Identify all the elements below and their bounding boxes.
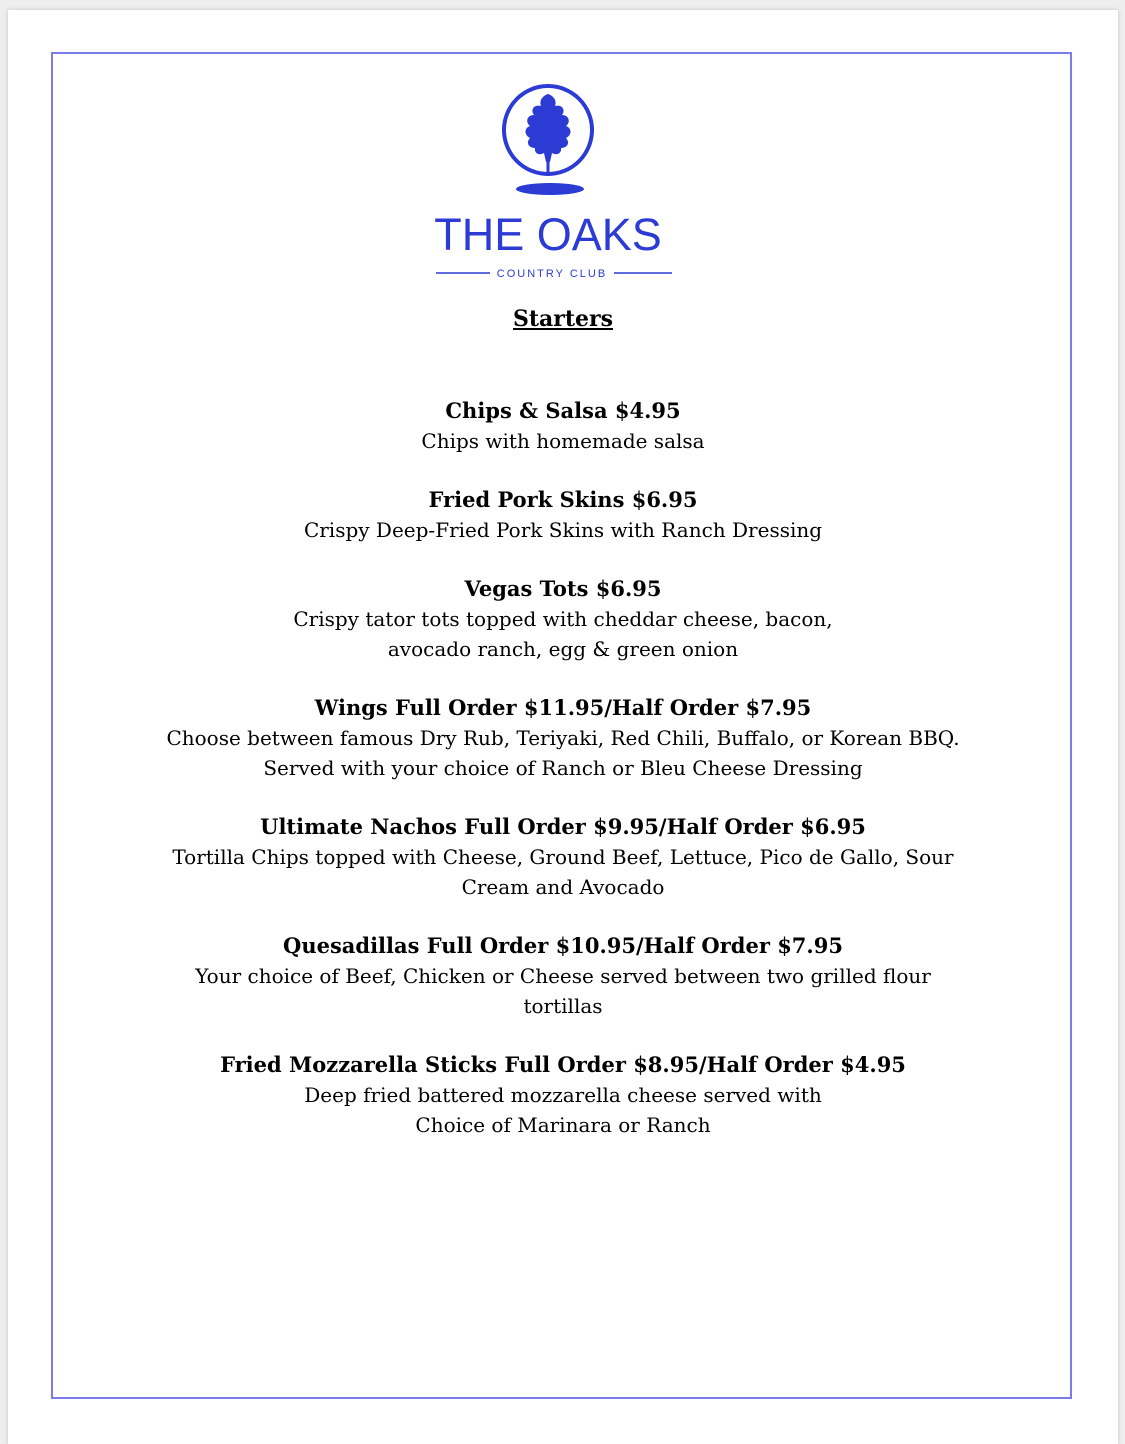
menu-item-description: Crispy tator tots topped with cheddar cheese, bacon, <box>293 607 833 631</box>
menu-item-description: Served with your choice of Ranch or Bleu Cheese Dressing <box>263 756 863 780</box>
menu-item <box>8 1050 1118 1140</box>
menu-item <box>8 574 1118 664</box>
menu-item-description: tortillas <box>523 994 603 1018</box>
menu-item-description: Crispy Deep-Fried Pork Skins with Ranch Dressing <box>303 518 823 542</box>
menu-item-description: Choice of Marinara or Ranch <box>415 1113 711 1137</box>
menu-item-description: Your choice of Beef, Chicken or Cheese served between two grilled flour <box>195 964 931 988</box>
logo-name: THE OAKS <box>434 209 662 260</box>
menu-item-name: Fried Pork Skins $6.95 <box>428 487 698 512</box>
menu-item <box>8 485 1118 545</box>
menu-page <box>8 10 1118 1444</box>
menu-item-name: Vegas Tots $6.95 <box>464 576 662 601</box>
menu-item-name: Ultimate Nachos Full Order $9.95/Half Order $6.95 <box>260 814 866 839</box>
oak-leaf-logo-icon <box>418 70 688 290</box>
menu-item <box>8 931 1118 1021</box>
logo-subtitle: COUNTRY CLUB <box>496 268 608 280</box>
section-title: Starters <box>512 306 614 332</box>
menu-item <box>8 812 1118 902</box>
menu-item-description: avocado ranch, egg & green onion <box>387 637 739 661</box>
menu-item-description: Choose between famous Dry Rub, Teriyaki, Red Chili, Buffalo, or Korean BBQ. <box>166 726 960 750</box>
menu-items <box>8 396 1118 1169</box>
menu-item-description: Chips with homemade salsa <box>421 429 705 453</box>
the-oaks-logo <box>418 70 688 290</box>
menu-item-name: Fried Mozzarella Sticks Full Order $8.95/Half Order $4.95 <box>220 1052 906 1077</box>
menu-item-name: Wings Full Order $11.95/Half Order $7.95 <box>314 695 812 720</box>
menu-item-description: Deep fried battered mozzarella cheese served with <box>304 1083 822 1107</box>
menu-item <box>8 396 1118 456</box>
menu-item-description: Tortilla Chips topped with Cheese, Ground Beef, Lettuce, Pico de Gallo, Sour <box>172 845 954 869</box>
menu-item <box>8 693 1118 783</box>
menu-item-name: Chips & Salsa $4.95 <box>445 398 681 423</box>
menu-item-description: Cream and Avocado <box>461 875 665 899</box>
menu-item-name: Quesadillas Full Order $10.95/Half Order $7.95 <box>283 933 843 958</box>
